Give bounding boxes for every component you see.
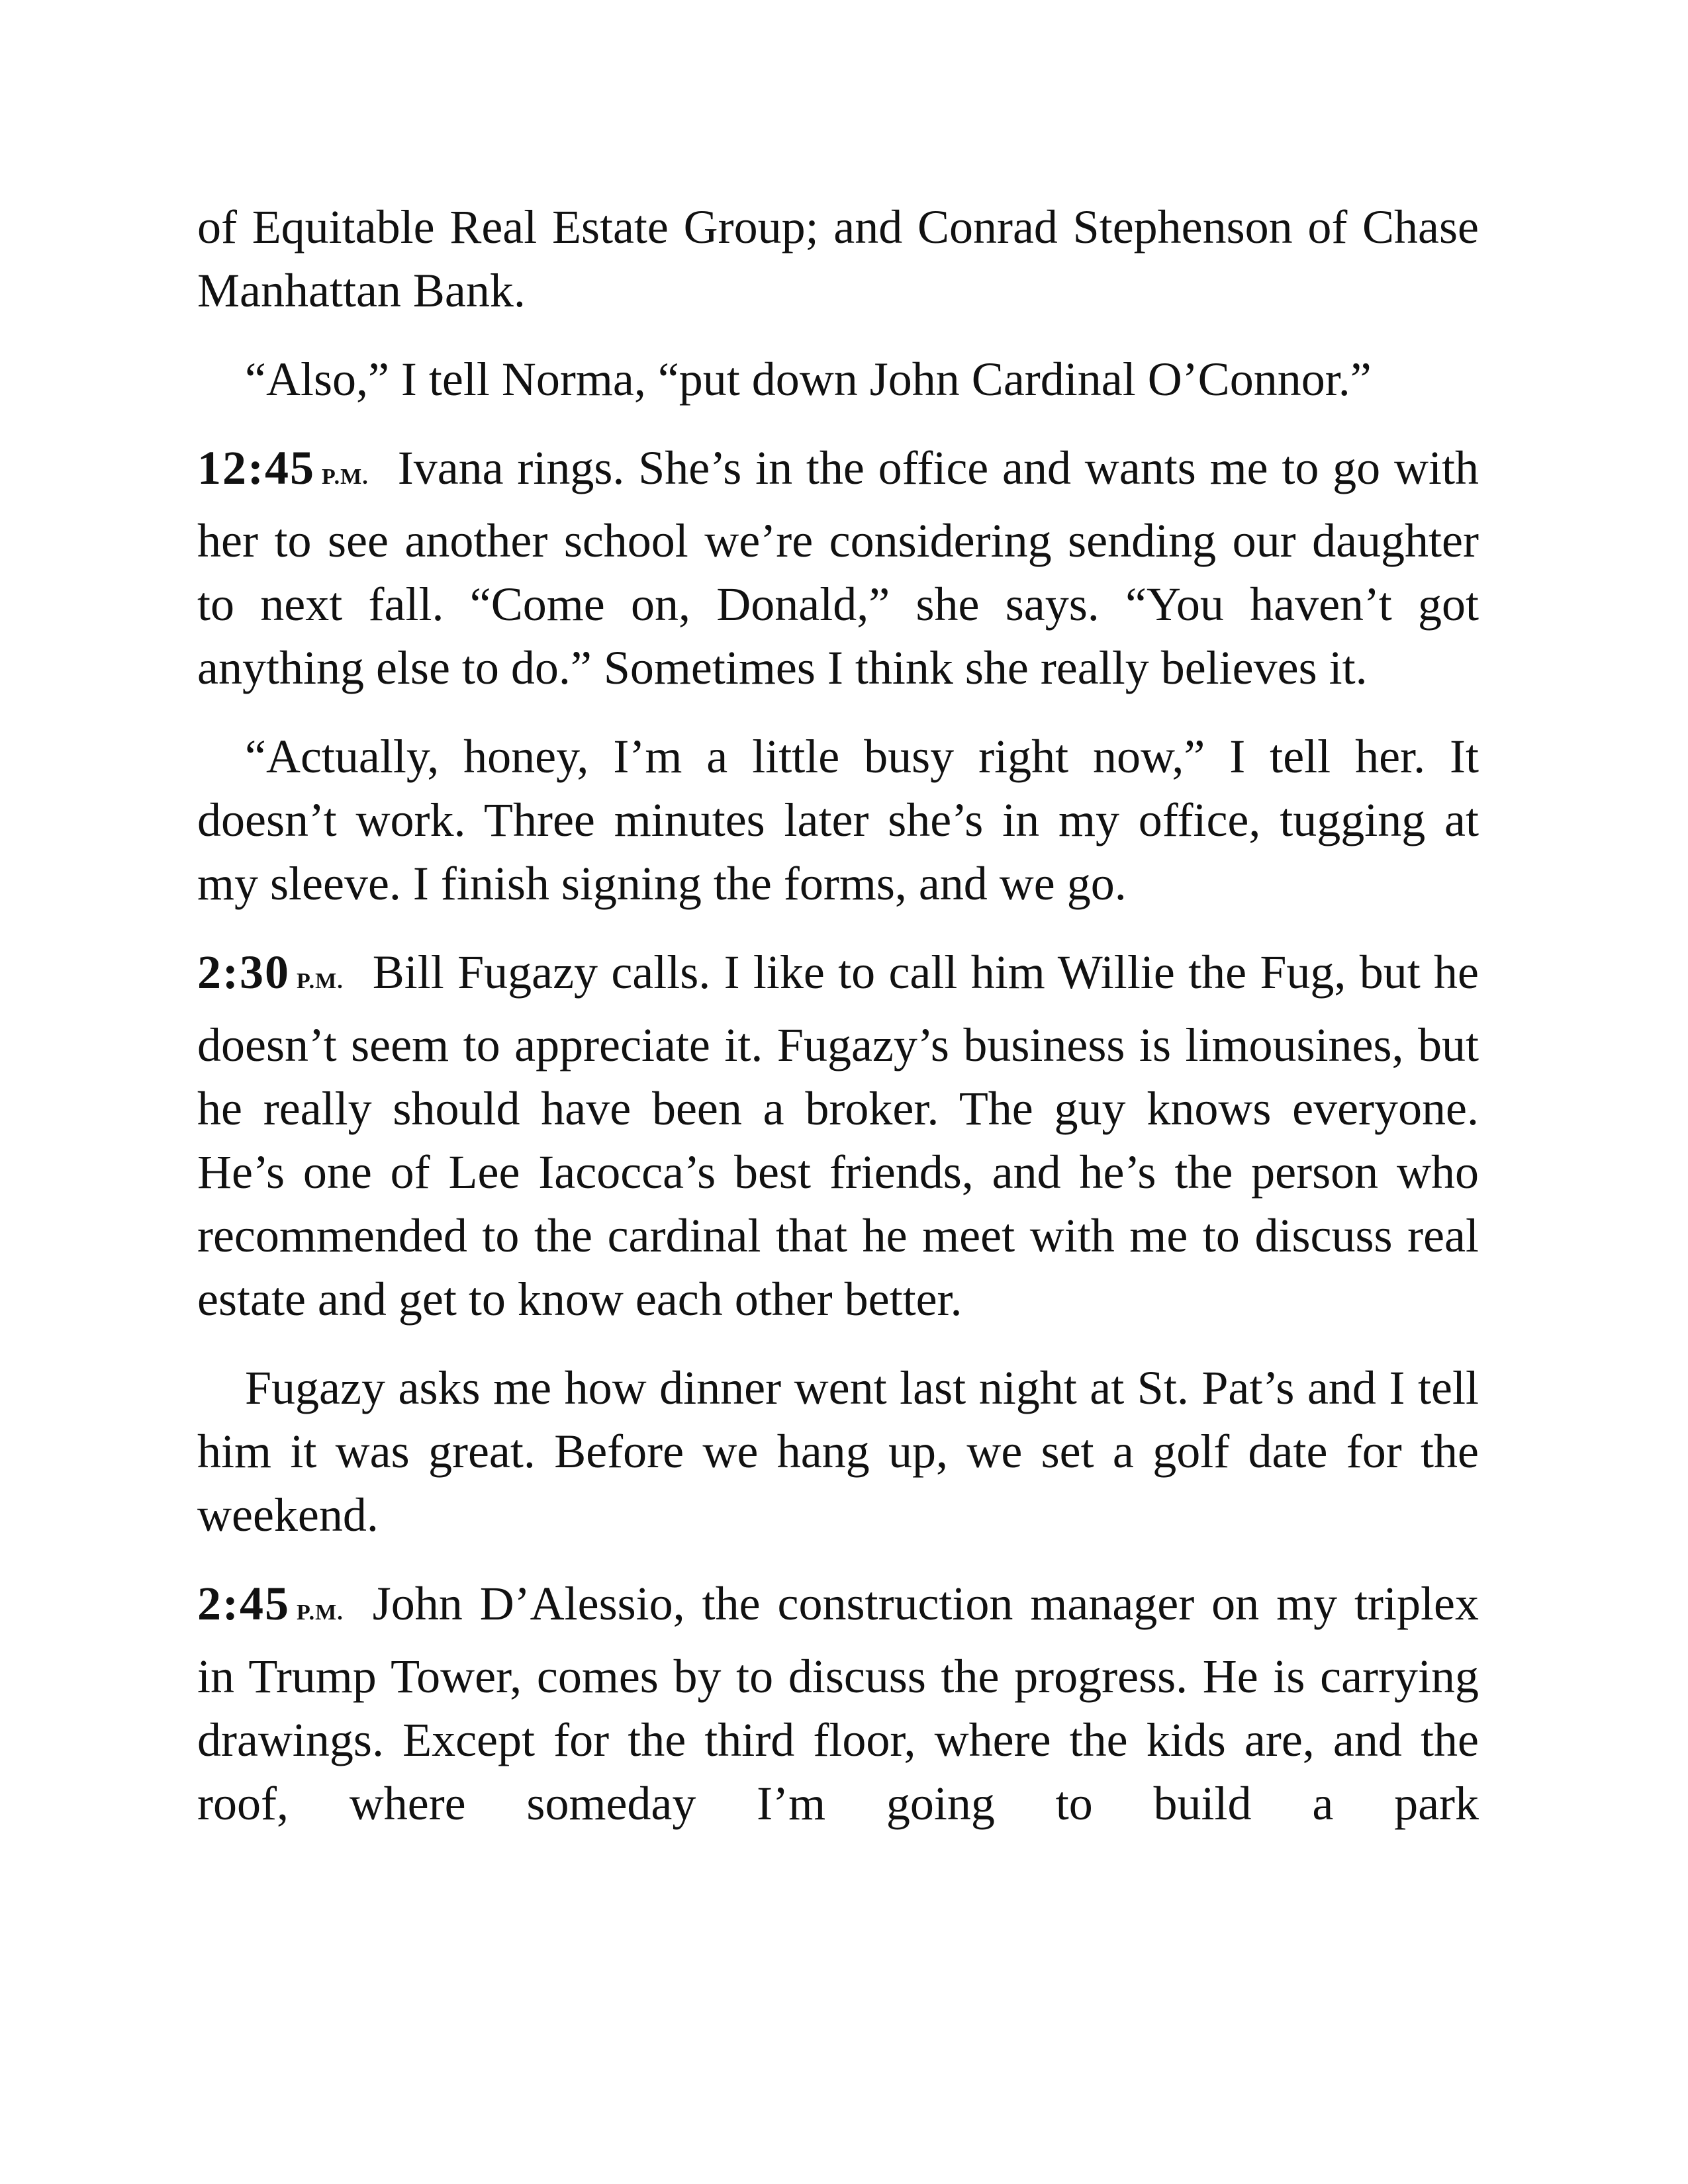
paragraph-quote-norma — [197, 347, 1479, 411]
paragraph-fugazy — [197, 1356, 1479, 1547]
paragraph-text: “Actually, honey, I’m a little busy right now,” I tell her. It doesn’t work. Three minutes later she’s in my office, tugging at my sleeve. I finish signing the forms, and we go. — [197, 730, 1479, 910]
entry-230 — [197, 940, 1479, 1331]
paragraph-text: of Equitable Real Estate Group; and Conrad Stephenson of Chase Manhattan Bank. — [197, 201, 1479, 317]
entry-1245 — [197, 436, 1479, 700]
entry-text: Ivana rings. She’s in the office and wants me to go with her to see another school we’re considering sending our daughter to next fall. “Come on, Donald,” she says. “You haven’t got anything else to do.” Sometimes I think she really believes it. — [197, 441, 1479, 694]
entry-time: 2:45 — [197, 1577, 290, 1630]
entry-text: Bill Fugazy calls. I like to call him Willie the Fug, but he doesn’t seem to appreciate it. Fugazy’s business is limousines, but he really should have been a broker. The guy knows everyone. He’s one of Lee Iacocca’s best friends, and he’s the person who recommended to the cardinal that he meet with me to discuss real estate and get to know each other better. — [197, 946, 1479, 1326]
paragraph-text: “Also,” I tell Norma, “put down John Cardinal O’Connor.” — [245, 353, 1372, 406]
book-page — [197, 195, 1479, 1860]
entry-245 — [197, 1572, 1479, 1835]
paragraph-ivana-reply — [197, 725, 1479, 915]
entry-text: John D’Alessio, the construction manager on my triplex in Trump Tower, comes by to discuss the progress. He is carrying drawings. Except for the third floor, where the kids are, and the roof, where someday I’m going to build a park — [197, 1577, 1479, 1830]
entry-period: P.M. — [296, 969, 344, 993]
paragraph-continuation — [197, 195, 1479, 322]
entry-period: P.M. — [296, 1600, 344, 1625]
paragraph-text: Fugazy asks me how dinner went last night at St. Pat’s and I tell him it was great. Before we hang up, we set a golf date for the weekend. — [197, 1361, 1479, 1541]
entry-time: 12:45 — [197, 441, 315, 494]
entry-period: P.M. — [321, 465, 369, 489]
entry-time: 2:30 — [197, 946, 290, 999]
